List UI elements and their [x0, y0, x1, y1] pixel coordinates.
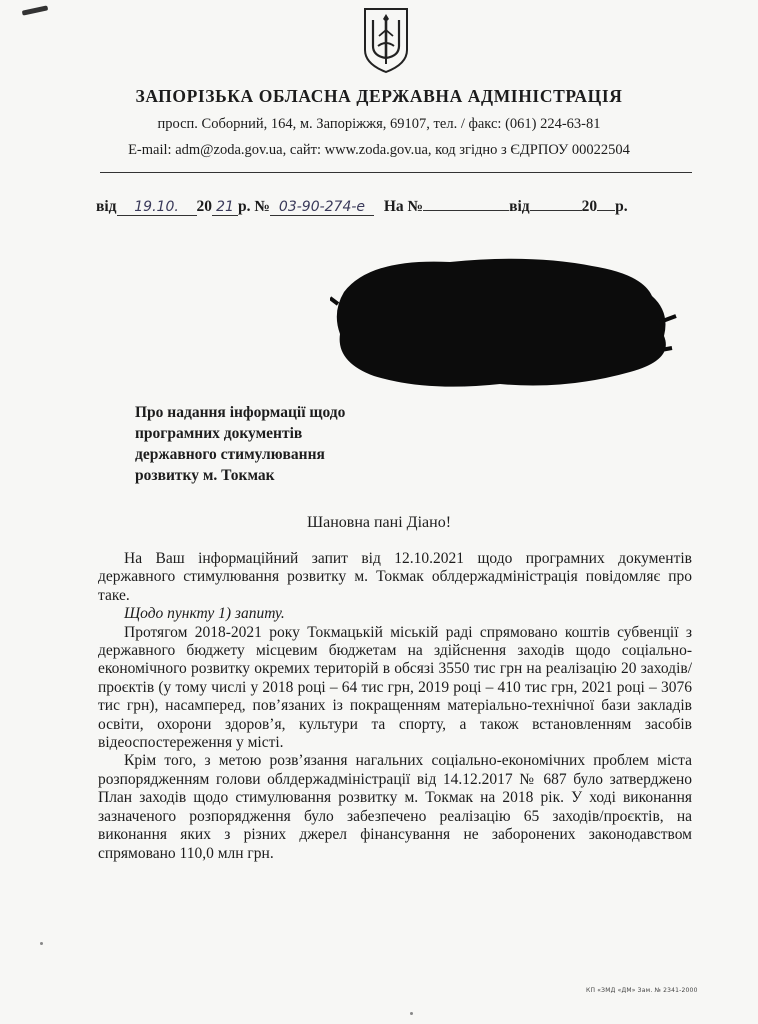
- section-heading: Щодо пункту 1) запиту.: [124, 605, 285, 623]
- paragraph: Крім того, з метою розв’язання нагальних соціально-економічних проблем міста розпорядженням голови облдержадміністрації від 14.12.2017 № 687 було затверджено План заходів щодо стимулювання розвитку м. Токмак на 2018 рік. У ході виконання зазначеного розпорядження було забезпечено реалізацію 65 заходів/проєктів, на виконання яких з різних джерел фінансування не заборонених законодавством спрямовано 110,0 млн грн.: [98, 752, 692, 862]
- number-handwritten: 03-90-274-е: [270, 199, 374, 216]
- subject-line: програмних документів: [135, 425, 303, 442]
- subject-line: розвитку м. Токмак: [135, 467, 275, 484]
- print-code: КП «ЗМД «ДМ» Зам. № 2341-2000: [586, 987, 698, 994]
- greeting: Шановна пані Діано!: [306, 514, 452, 531]
- address-line: просп. Соборний, 164, м. Запоріжжя, 69107, тел. / факс: (061) 224-63-81: [157, 116, 601, 132]
- scan-edge-mark: [22, 5, 48, 15]
- header-divider: [100, 172, 692, 173]
- reply-from-label: від: [509, 198, 530, 215]
- year-suffix: р. №: [238, 198, 270, 215]
- paragraph: Протягом 2018-2021 року Токмацькій міській раді спрямовано коштів субвенції з державного бюджету місцевим бюджетам на здійснення заходів щодо соціально-економічного розвитку окремих територій в обсязі 3550 тис грн на реалізацію 20 заходів/проєктів (у тому числі у 2018 році – 64 тис грн, 2019 році – 410 тис грн, 2021 році – 3076 тис грн), насамперед, пов’язаних із покращенням матеріально-технічної бази закладів освіти, охорони здоров’я, культури та спорту, а також встановленням засобів відеоспостереження у місті.: [98, 623, 692, 752]
- subject-block: [135, 402, 345, 486]
- organization-title: ЗАПОРІЗЬКА ОБЛАСНА ДЕРЖАВНА АДМІНІСТРАЦІЯ: [135, 86, 623, 106]
- reply-date-blank: [530, 210, 582, 211]
- date-handwritten: 19.10.: [117, 199, 197, 216]
- year-prefix: 20: [196, 198, 213, 215]
- scan-speck: [410, 1012, 413, 1015]
- scan-speck: [40, 942, 43, 945]
- reply-label: На №: [383, 198, 424, 215]
- subject-line: Про надання інформації щодо: [135, 404, 346, 421]
- subject-line: державного стимулювання: [135, 446, 325, 463]
- registration-line: [96, 198, 628, 216]
- letter-body: [98, 550, 692, 863]
- trident-coat-of-arms-icon: [361, 6, 411, 74]
- redacted-addressee: [330, 252, 678, 392]
- year-handwritten: 21: [212, 199, 238, 216]
- from-label: від: [96, 198, 117, 215]
- contacts-line: E-mail: adm@zoda.gov.ua, сайт: www.zoda.gov.ua, код згідно з ЄДРПОУ 00022504: [128, 142, 630, 158]
- reply-number-blank: [423, 210, 509, 211]
- reply-year-suffix: р.: [615, 198, 628, 215]
- reply-year-prefix: 20: [581, 198, 598, 215]
- reply-year-blank: [597, 210, 615, 211]
- paragraph: На Ваш інформаційний запит від 12.10.2021 щодо програмних документів державного стимулювання розвитку м. Токмак облдержадміністрація повідомляє про таке.: [98, 550, 692, 604]
